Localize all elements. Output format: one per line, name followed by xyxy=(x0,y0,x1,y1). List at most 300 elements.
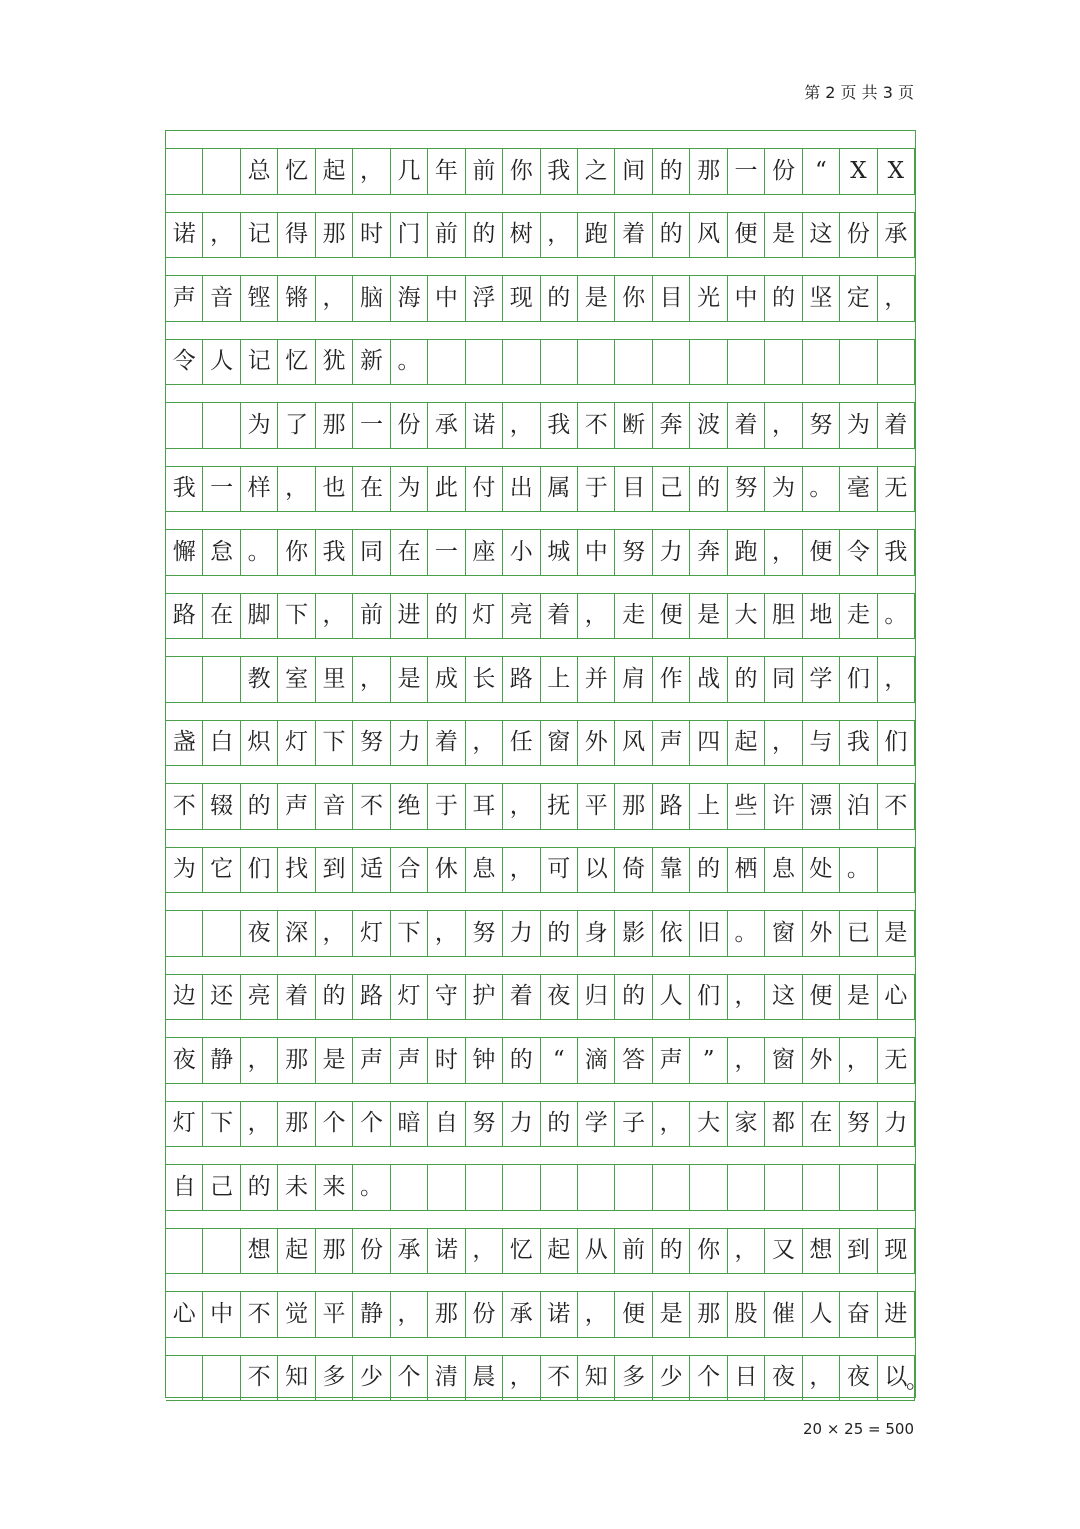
grid-cell: 外 xyxy=(803,911,840,956)
grid-cell: ， xyxy=(316,276,353,321)
grid-cell: 记 xyxy=(241,340,278,385)
grid-cell: 处 xyxy=(803,848,840,893)
grid-cell: 你 xyxy=(278,530,315,575)
grid-cell: X xyxy=(840,149,877,194)
grid-cell: 炽 xyxy=(241,721,278,766)
grid-cell: 是 xyxy=(765,213,802,258)
grid-cell: 是 xyxy=(578,276,615,321)
row-gap xyxy=(166,449,915,467)
grid-cell: 个 xyxy=(391,1356,428,1401)
grid-cell xyxy=(166,1356,203,1401)
grid-cell: 那 xyxy=(690,1292,727,1337)
grid-cell: ， xyxy=(728,975,765,1020)
grid-cell: 不 xyxy=(241,1292,278,1337)
grid-cell: 份 xyxy=(765,149,802,194)
grid-cell: 脑 xyxy=(353,276,390,321)
grid-cell: 力 xyxy=(503,1102,540,1147)
grid-cell: 那 xyxy=(428,1292,465,1337)
grid-cell: 毫 xyxy=(840,467,877,512)
grid-cell: 自 xyxy=(428,1102,465,1147)
grid-cell: 许 xyxy=(765,784,802,829)
grid-row xyxy=(166,911,915,957)
grid-cell xyxy=(878,1165,915,1210)
row-gap xyxy=(166,258,915,276)
grid-cell xyxy=(765,1165,802,1210)
grid-cell: 前 xyxy=(615,1229,652,1274)
grid-cell xyxy=(203,1229,240,1274)
grid-row xyxy=(166,213,915,259)
grid-cell: 到 xyxy=(316,848,353,893)
grid-cell: 忆 xyxy=(278,340,315,385)
grid-cell: 身 xyxy=(578,911,615,956)
grid-cell: ， xyxy=(578,594,615,639)
grid-cell xyxy=(503,1165,540,1210)
grid-cell xyxy=(578,1165,615,1210)
grid-cell: 肩 xyxy=(615,657,652,702)
grid-cell: 平 xyxy=(578,784,615,829)
grid-cell: 旧 xyxy=(690,911,727,956)
grid-row xyxy=(166,1356,929,1402)
grid-cell: 的 xyxy=(541,911,578,956)
grid-cell: 们 xyxy=(840,657,877,702)
grid-cell: 怠 xyxy=(203,530,240,575)
grid-cell: 坚 xyxy=(803,276,840,321)
grid-cell: 你 xyxy=(615,276,652,321)
grid-cell: 大 xyxy=(690,1102,727,1147)
grid-row xyxy=(166,149,915,195)
grid-row xyxy=(166,657,915,703)
grid-cell: 人 xyxy=(203,340,240,385)
grid-cell: 我 xyxy=(316,530,353,575)
grid-cell: 又 xyxy=(765,1229,802,1274)
grid-cell: 以 xyxy=(878,1356,915,1401)
grid-cell: 力 xyxy=(391,721,428,766)
grid-cell xyxy=(166,1229,203,1274)
grid-cell xyxy=(203,403,240,448)
grid-row xyxy=(166,594,915,640)
grid-cell: 份 xyxy=(391,403,428,448)
grid-cell: 走 xyxy=(840,594,877,639)
grid-cell: 们 xyxy=(690,975,727,1020)
grid-cell: 息 xyxy=(466,848,503,893)
grid-cell: 现 xyxy=(503,276,540,321)
grid-cell: 抚 xyxy=(541,784,578,829)
grid-cell: 着 xyxy=(541,594,578,639)
grid-cell: 。 xyxy=(353,1165,390,1210)
grid-cell: 个 xyxy=(316,1102,353,1147)
grid-cell: ， xyxy=(578,1292,615,1337)
grid-cell: 夜 xyxy=(541,975,578,1020)
grid-cell: ， xyxy=(840,1038,877,1083)
grid-cell: 休 xyxy=(428,848,465,893)
grid-cell: 路 xyxy=(653,784,690,829)
grid-cell: 样 xyxy=(241,467,278,512)
grid-cell: 诺 xyxy=(541,1292,578,1337)
grid-cell: 奔 xyxy=(690,530,727,575)
grid-cell: 努 xyxy=(728,467,765,512)
grid-cell: 努 xyxy=(615,530,652,575)
grid-cell: 灯 xyxy=(391,975,428,1020)
grid-cell: 中 xyxy=(578,530,615,575)
grid-cell: 未 xyxy=(278,1165,315,1210)
row-gap xyxy=(166,512,915,530)
grid-cell xyxy=(203,1356,240,1401)
grid-cell: 们 xyxy=(241,848,278,893)
grid-cell: 盏 xyxy=(166,721,203,766)
grid-cell: 现 xyxy=(878,1229,915,1274)
grid-cell: 下 xyxy=(391,911,428,956)
grid-cell xyxy=(653,1165,690,1210)
grid-cell: 起 xyxy=(728,721,765,766)
grid-cell: 努 xyxy=(353,721,390,766)
grid-cell: 亮 xyxy=(241,975,278,1020)
grid-cell: 多 xyxy=(316,1356,353,1401)
row-gap xyxy=(166,1211,915,1229)
row-gap xyxy=(166,1020,915,1038)
grid-row xyxy=(166,467,915,513)
grid-cell: 目 xyxy=(653,276,690,321)
grid-cell: 那 xyxy=(690,149,727,194)
grid-cell: 锵 xyxy=(278,276,315,321)
grid-cell: 我 xyxy=(878,530,915,575)
grid-cell: 承 xyxy=(878,213,915,258)
grid-cell xyxy=(615,1165,652,1210)
grid-cell: 漂 xyxy=(803,784,840,829)
grid-cell: 滴 xyxy=(578,1038,615,1083)
grid-cell: 的 xyxy=(316,975,353,1020)
grid-cell xyxy=(803,1165,840,1210)
grid-cell: 我 xyxy=(541,149,578,194)
grid-cell: 作 xyxy=(653,657,690,702)
grid-cell: ， xyxy=(353,149,390,194)
grid-cell: 灯 xyxy=(466,594,503,639)
grid-cell: 努 xyxy=(466,1102,503,1147)
grid-cell: ， xyxy=(353,657,390,702)
grid-cell: 浮 xyxy=(466,276,503,321)
grid-cell: 教 xyxy=(241,657,278,702)
grid-cell: 上 xyxy=(690,784,727,829)
grid-cell: 懈 xyxy=(166,530,203,575)
grid-cell: 人 xyxy=(803,1292,840,1337)
grid-cell: 起 xyxy=(316,149,353,194)
grid-cell: 与 xyxy=(803,721,840,766)
grid-cell: 音 xyxy=(316,784,353,829)
grid-cell: 深 xyxy=(278,911,315,956)
grid-cell: 夜 xyxy=(840,1356,877,1401)
grid-cell: 任 xyxy=(503,721,540,766)
grid-cell: 为 xyxy=(765,467,802,512)
grid-cell: 便 xyxy=(803,975,840,1020)
grid-cell: 晨 xyxy=(466,1356,503,1401)
grid-cell: 小 xyxy=(503,530,540,575)
grid-cell: 的 xyxy=(653,1229,690,1274)
grid-row xyxy=(166,975,915,1021)
grid-cell: 波 xyxy=(690,403,727,448)
grid-cell: 跑 xyxy=(728,530,765,575)
grid-cell: 它 xyxy=(203,848,240,893)
grid-size-label: 20 × 25 = 500 xyxy=(802,1420,914,1438)
grid-row xyxy=(166,848,915,894)
grid-row xyxy=(166,340,915,386)
grid-cell: 力 xyxy=(878,1102,915,1147)
grid-cell: 路 xyxy=(353,975,390,1020)
grid-cell: 上 xyxy=(541,657,578,702)
grid-cell: 泊 xyxy=(840,784,877,829)
grid-cell xyxy=(428,1165,465,1210)
grid-cell: 窗 xyxy=(541,721,578,766)
grid-cell: 是 xyxy=(391,657,428,702)
row-gap xyxy=(166,893,915,911)
grid-cell: 四 xyxy=(690,721,727,766)
grid-cell: 想 xyxy=(241,1229,278,1274)
grid-cell: 中 xyxy=(203,1292,240,1337)
grid-cell: ， xyxy=(728,1229,765,1274)
page-number-label: 第 2 页 共 3 页 xyxy=(804,83,914,102)
grid-cell xyxy=(765,340,802,385)
grid-cell: 几 xyxy=(391,149,428,194)
grid-cell: ， xyxy=(503,848,540,893)
row-gap xyxy=(166,830,915,848)
grid-cell: 承 xyxy=(391,1229,428,1274)
grid-cell: 了 xyxy=(278,403,315,448)
grid-cell: 承 xyxy=(428,403,465,448)
grid-cell: 成 xyxy=(428,657,465,702)
grid-row xyxy=(166,276,915,322)
grid-cell: 光 xyxy=(690,276,727,321)
grid-cell: 努 xyxy=(840,1102,877,1147)
grid-cell: 已 xyxy=(840,911,877,956)
grid-cell xyxy=(728,1165,765,1210)
grid-cell: 我 xyxy=(166,467,203,512)
grid-cell: 还 xyxy=(203,975,240,1020)
grid-row xyxy=(166,403,915,449)
grid-cell: 时 xyxy=(353,213,390,258)
grid-cell: 。 xyxy=(391,340,428,385)
grid-cell: 胆 xyxy=(765,594,802,639)
grid-cell: 记 xyxy=(241,213,278,258)
row-gap xyxy=(166,322,915,340)
grid-cell: 奔 xyxy=(653,403,690,448)
grid-cell: 声 xyxy=(653,1038,690,1083)
grid-cell: “ xyxy=(803,149,840,194)
grid-cell: 诺 xyxy=(428,1229,465,1274)
grid-cell: 份 xyxy=(840,213,877,258)
grid-cell: 于 xyxy=(578,467,615,512)
grid-cell: 些 xyxy=(728,784,765,829)
grid-cell: 在 xyxy=(203,594,240,639)
grid-cell: 份 xyxy=(466,1292,503,1337)
grid-cell: 你 xyxy=(503,149,540,194)
overflow-punctuation: 。 xyxy=(906,1367,929,1394)
row-gap xyxy=(166,703,915,721)
grid-cell: 那 xyxy=(615,784,652,829)
grid-cell: 脚 xyxy=(241,594,278,639)
grid-cell: 找 xyxy=(278,848,315,893)
grid-cell: ， xyxy=(765,403,802,448)
grid-cell: 清 xyxy=(428,1356,465,1401)
grid-cell: 钟 xyxy=(466,1038,503,1083)
grid-cell: 可 xyxy=(541,848,578,893)
grid-cell: 为 xyxy=(391,467,428,512)
grid-cell: 觉 xyxy=(278,1292,315,1337)
grid-cell: 跑 xyxy=(578,213,615,258)
row-gap xyxy=(166,1147,915,1165)
grid-cell xyxy=(615,340,652,385)
grid-cell: 不 xyxy=(241,1356,278,1401)
grid-cell: 从 xyxy=(578,1229,615,1274)
grid-cell: 那 xyxy=(278,1038,315,1083)
grid-cell: 这 xyxy=(803,213,840,258)
grid-cell xyxy=(840,1165,877,1210)
grid-cell: 人 xyxy=(653,975,690,1020)
grid-cell: 力 xyxy=(653,530,690,575)
grid-cell: 着 xyxy=(428,721,465,766)
grid-cell: 个 xyxy=(353,1102,390,1147)
grid-cell: 适 xyxy=(353,848,390,893)
grid-cell: 。 xyxy=(241,530,278,575)
grid-row xyxy=(166,1229,915,1275)
grid-row xyxy=(166,530,915,576)
grid-cell: 家 xyxy=(728,1102,765,1147)
grid-cell: 知 xyxy=(278,1356,315,1401)
grid-cell: 是 xyxy=(878,911,915,956)
grid-cell: 不 xyxy=(578,403,615,448)
grid-cell: 此 xyxy=(428,467,465,512)
grid-cell: 努 xyxy=(466,911,503,956)
grid-cell: 断 xyxy=(615,403,652,448)
grid-cell: 的 xyxy=(541,1102,578,1147)
grid-cell: 学 xyxy=(578,1102,615,1147)
grid-cell: 的 xyxy=(615,975,652,1020)
grid-cell: 不 xyxy=(541,1356,578,1401)
grid-cell: ， xyxy=(503,1356,540,1401)
manuscript-grid xyxy=(165,130,929,1398)
grid-cell: 是 xyxy=(653,1292,690,1337)
grid-cell: ， xyxy=(503,403,540,448)
grid-cell: 我 xyxy=(840,721,877,766)
row-gap xyxy=(166,131,915,149)
grid-cell: 长 xyxy=(466,657,503,702)
grid-cell: 静 xyxy=(353,1292,390,1337)
grid-cell: 年 xyxy=(428,149,465,194)
grid-cell xyxy=(541,1165,578,1210)
grid-cell: 座 xyxy=(466,530,503,575)
grid-cell: 进 xyxy=(878,1292,915,1337)
grid-cell: 心 xyxy=(878,975,915,1020)
grid-cell: 力 xyxy=(503,911,540,956)
grid-cell: 心 xyxy=(166,1292,203,1337)
grid-cell: 忆 xyxy=(278,149,315,194)
grid-cell: 这 xyxy=(765,975,802,1020)
grid-cell: 前 xyxy=(353,594,390,639)
grid-cell: 想 xyxy=(803,1229,840,1274)
grid-cell: ， xyxy=(878,657,915,702)
grid-row xyxy=(166,1038,915,1084)
grid-cell: 窗 xyxy=(765,1038,802,1083)
grid-cell: 灯 xyxy=(278,721,315,766)
grid-row xyxy=(166,1292,915,1338)
grid-cell: 便 xyxy=(728,213,765,258)
row-gap xyxy=(166,957,915,975)
grid-cell: ， xyxy=(241,1038,278,1083)
grid-cell: 的 xyxy=(690,467,727,512)
grid-cell: 总 xyxy=(241,149,278,194)
grid-cell: 声 xyxy=(278,784,315,829)
grid-cell: 来 xyxy=(316,1165,353,1210)
grid-cell: 多 xyxy=(615,1356,652,1401)
grid-cell: ， xyxy=(278,467,315,512)
grid-cell xyxy=(166,149,203,194)
grid-cell: ， xyxy=(428,911,465,956)
grid-cell: 得 xyxy=(278,213,315,258)
grid-cell: 属 xyxy=(541,467,578,512)
grid-cell: ” xyxy=(690,1038,727,1083)
grid-cell: 护 xyxy=(466,975,503,1020)
grid-cell: 海 xyxy=(391,276,428,321)
grid-cell: 大 xyxy=(728,594,765,639)
grid-cell: 音 xyxy=(203,276,240,321)
grid-cell: 的 xyxy=(653,149,690,194)
grid-cell: 己 xyxy=(203,1165,240,1210)
grid-cell: 下 xyxy=(203,1102,240,1147)
grid-cell: 的 xyxy=(765,276,802,321)
grid-cell: 那 xyxy=(278,1102,315,1147)
grid-cell: 合 xyxy=(391,848,428,893)
grid-cell: 少 xyxy=(353,1356,390,1401)
grid-cell: 催 xyxy=(765,1292,802,1337)
grid-cell: 便 xyxy=(653,594,690,639)
grid-cell: 室 xyxy=(278,657,315,702)
grid-cell: 之 xyxy=(578,149,615,194)
grid-cell: ， xyxy=(803,1356,840,1401)
row-gap xyxy=(166,639,915,657)
grid-cell: 起 xyxy=(541,1229,578,1274)
grid-cell: 白 xyxy=(203,721,240,766)
grid-cell: 依 xyxy=(653,911,690,956)
grid-cell: 不 xyxy=(166,784,203,829)
grid-cell: 那 xyxy=(316,1229,353,1274)
grid-cell: 外 xyxy=(803,1038,840,1083)
grid-cell: 付 xyxy=(466,467,503,512)
grid-cell: ， xyxy=(466,721,503,766)
grid-cell: 同 xyxy=(765,657,802,702)
grid-cell: 的 xyxy=(653,213,690,258)
grid-cell: 答 xyxy=(615,1038,652,1083)
grid-cell: 一 xyxy=(428,530,465,575)
grid-cell: 定 xyxy=(840,276,877,321)
grid-cell: 。 xyxy=(840,848,877,893)
grid-cell: X xyxy=(878,149,915,194)
grid-cell: 下 xyxy=(278,594,315,639)
grid-cell: 里 xyxy=(316,657,353,702)
grid-cell: 影 xyxy=(615,911,652,956)
grid-cell: 便 xyxy=(803,530,840,575)
grid-cell: 诺 xyxy=(466,403,503,448)
grid-cell: 是 xyxy=(840,975,877,1020)
grid-cell: 的 xyxy=(241,1165,278,1210)
grid-cell: 声 xyxy=(353,1038,390,1083)
grid-cell: 便 xyxy=(615,1292,652,1337)
grid-cell: 股 xyxy=(728,1292,765,1337)
grid-cell: 同 xyxy=(353,530,390,575)
grid-cell: 那 xyxy=(316,213,353,258)
grid-cell: 暗 xyxy=(391,1102,428,1147)
grid-cell: ， xyxy=(541,213,578,258)
grid-cell: 为 xyxy=(840,403,877,448)
row-gap xyxy=(166,195,915,213)
grid-cell xyxy=(690,340,727,385)
grid-cell: 静 xyxy=(203,1038,240,1083)
